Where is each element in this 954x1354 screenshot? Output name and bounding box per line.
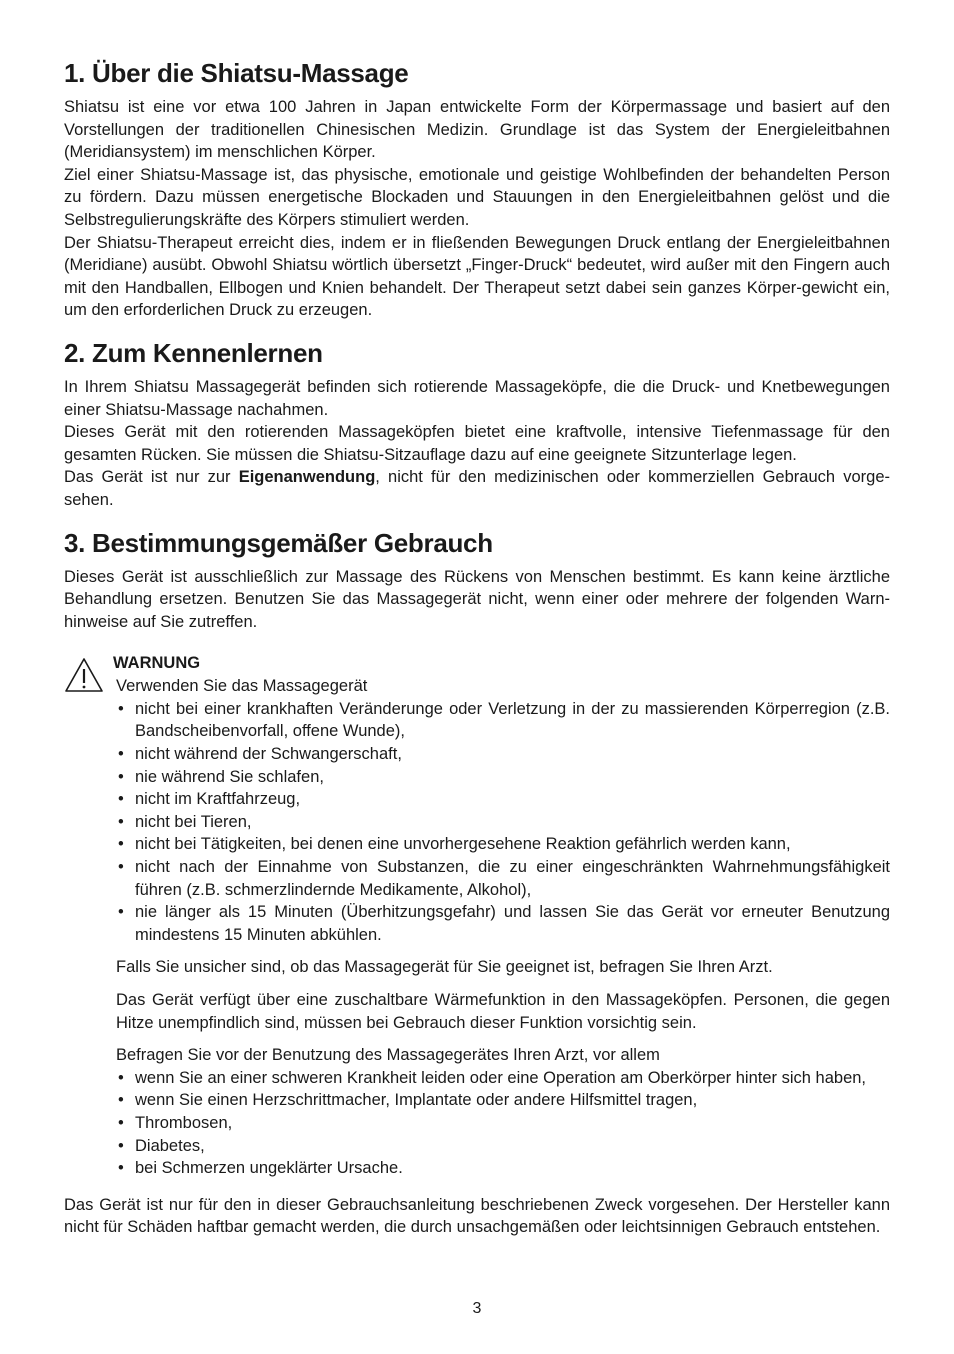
- paragraph: Ziel einer Shiatsu-Massage ist, das physische, emotionale und geistige Wohlbefinden der behandelten Person zu fördern. Dazu müssen energetische Blockaden und Stauungen in den Energieleitbahnen gelöst und die Selbstregulierungskräfte des Körpers stimuliert werden.: [64, 165, 890, 229]
- page-number: 3: [472, 1300, 482, 1317]
- list-item: • nicht während der Schwangerschaft,: [116, 743, 890, 766]
- usage-text-before: Das Gerät ist nur zur: [64, 468, 239, 487]
- paragraph-closing: Das Gerät ist nur für den in dieser Gebrauchsanleitung beschriebenen Zweck vorgesehen. Der Hersteller kann nicht für Schäden haftbar gemacht werden, die durch unsachgemäßen oder leichtsinnigen Gebrauch entstehen.: [64, 1195, 890, 1237]
- list-item: • Thrombosen,: [116, 1112, 890, 1135]
- usage-text-after: , nicht für den medizinischen oder kommerziellen Gebrauch vorge-sehen.: [64, 468, 890, 509]
- list-item: • wenn Sie an einer schweren Krankheit leiden oder eine Operation am Oberkörper hinter sich haben,: [116, 1067, 890, 1090]
- warning-intro: Verwenden Sie das Massagegerät: [116, 677, 368, 696]
- list-item: • nicht bei einer krankhaften Veränderunge oder Verletzung in der zu massierenden Körperregion (z.B. Bandscheibenvorfall, offene Wunde),: [116, 698, 890, 743]
- list-item: • Diabetes,: [116, 1135, 890, 1158]
- section-heading: 3. Bestimmungsgemäßer Gebrauch: [64, 527, 493, 558]
- list-item: • nie länger als 15 Minuten (Überhitzungsgefahr) und lassen Sie das Gerät vor erneuter Benutzung mindestens 15 Minuten abkühlen.: [116, 901, 890, 946]
- paragraph-heat: Das Gerät verfügt über eine zuschaltbare Wärmefunktion in den Massageköpfen. Personen, die gegen Hitze unempfindlich sind, müssen bei Gebrauch dieser Funktion vorsichtig sein.: [116, 991, 890, 1032]
- section-about-shiatsu: [64, 56, 890, 322]
- section-getting-to-know: [64, 336, 890, 512]
- warning-list: [116, 698, 890, 947]
- list-item: • nicht bei Tätigkeiten, bei denen eine unvorhergesehene Reaktion gefährlich werden kann,: [116, 833, 890, 856]
- section-intended-use: [64, 526, 890, 634]
- list-item: • nicht im Kraftfahrzeug,: [116, 788, 890, 811]
- doctor-list: [116, 1067, 890, 1180]
- paragraph: Shiatsu ist eine vor etwa 100 Jahren in Japan entwickelte Form der Körpermassage und basiert auf den Vorstellungen der traditionellen Chinesischen Medizin. Grundlage ist das System der Energieleitbahnen (Meridiansystem) im menschlichen Körper.: [64, 98, 890, 162]
- list-item: • bei Schmerzen ungeklärter Ursache.: [116, 1157, 890, 1180]
- warning-title: WARNUNG: [113, 654, 201, 673]
- paragraph: Dieses Gerät ist ausschließlich zur Massage des Rückens von Menschen bestimmt. Es kann keine ärztliche Behandlung ersetzen. Benutzen Sie das Massagegerät nicht, wenn einer oder mehrere der folgenden Warn-hinweise auf Sie zutreffen.: [64, 567, 890, 631]
- paragraph: Der Shiatsu-Therapeut erreicht dies, indem er in fließenden Bewegungen Druck entlang der Energieleitbahnen (Meridiane) ausübt. Obwohl Shiatsu wörtlich übersetzt „Finger-Druck“ bedeutet, wird außer mit den Fingern auch mit den Handballen, Ellbogen und Knien behandelt. Der Therapeut setzt dabei sein ganzes Körper-gewicht ein, um den erforderlichen Druck zu erzeugen.: [64, 233, 890, 320]
- list-item: • nicht nach der Einnahme von Substanzen, die zu einer eingeschränkten Wahrnehmungsfähigkeit führen (z.B. schmerzlindernde Medikamente, Alkohol),: [116, 856, 890, 901]
- paragraph: In Ihrem Shiatsu Massagegerät befinden sich rotierende Massageköpfe, die die Druck- und Knetbewegungen einer Shiatsu-Massage nachahmen.: [64, 377, 890, 419]
- document-page: [64, 56, 890, 1239]
- warning-triangle-icon: [64, 657, 104, 693]
- paragraph: Dieses Gerät mit den rotierenden Massageköpfen bietet eine kraftvolle, intensive Tiefenmassage für den gesamten Rücken. Sie müssen die Shiatsu-Sitzauflage dazu auf eine geeignete Sitzunterlage legen.: [64, 423, 890, 464]
- paragraph-usage: [64, 466, 890, 511]
- list-item: • wenn Sie einen Herzschrittmacher, Implantate oder andere Hilfsmittel tragen,: [116, 1089, 890, 1112]
- paragraph-unsure: Falls Sie unsicher sind, ob das Massagegerät für Sie geeignet ist, befragen Sie Ihren Arzt.: [116, 958, 773, 977]
- list-item: • nicht bei Tieren,: [116, 811, 890, 834]
- list-item: • nie während Sie schlafen,: [116, 766, 890, 789]
- warning-block: [64, 651, 890, 1179]
- section-heading: 2. Zum Kennenlernen: [64, 337, 323, 368]
- section-heading: 1. Über die Shiatsu-Massage: [64, 58, 409, 88]
- usage-text-bold: Eigenanwendung: [238, 468, 376, 487]
- paragraph-ask-doctor: Befragen Sie vor der Benutzung des Massagegerätes Ihren Arzt, vor allem: [116, 1046, 660, 1065]
